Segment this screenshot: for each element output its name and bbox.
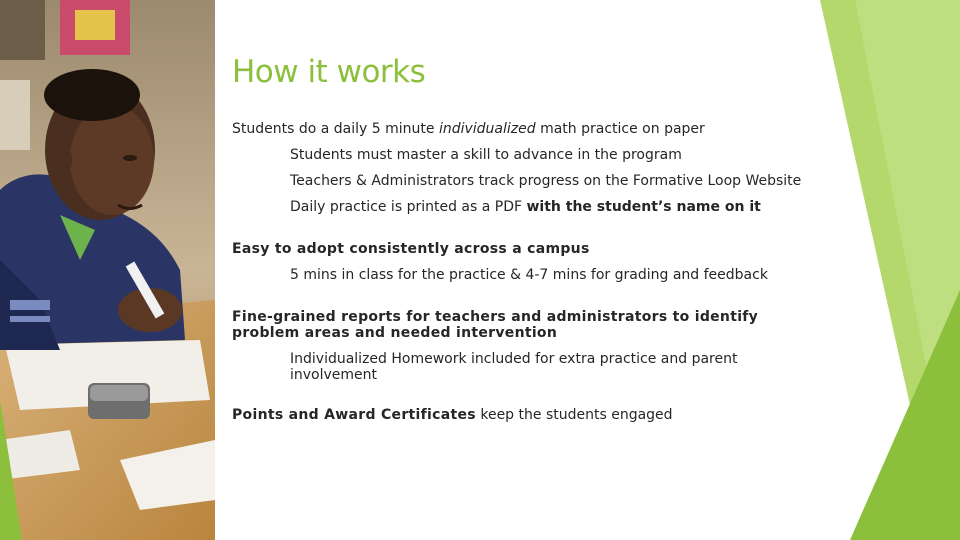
bullet-text: Daily practice is printed as a PDF <box>290 199 527 215</box>
student-photo <box>0 0 215 540</box>
points-awards-line <box>232 407 832 423</box>
bullet-bold-text: with the student’s name on it <box>526 199 761 215</box>
points-awards-text: keep the students engaged <box>475 407 673 423</box>
bullet-item <box>232 173 832 189</box>
points-awards-bold: Points and Award Certificates <box>232 407 476 423</box>
bullet-item <box>232 351 792 383</box>
slide-content <box>232 121 832 423</box>
bullet-text: Teachers & Administrators track progress on the Formative Loop Website <box>290 173 802 189</box>
bullet-text: 5 mins in class for the practice & 4-7 mins for grading and feedback <box>290 267 768 283</box>
intro-emphasis: individualized <box>438 121 536 137</box>
intro-text-before: Students do a daily 5 minute <box>232 121 439 137</box>
bullet-item <box>232 267 832 283</box>
bullet-item <box>232 147 832 163</box>
bullet-item <box>232 199 832 215</box>
section-heading-easy-adopt: Easy to adopt consistently across a campus <box>232 241 590 257</box>
intro-text-after: math practice on paper <box>535 121 705 137</box>
bullet-text: Individualized Homework included for extra practice and parent involvement <box>290 351 738 383</box>
intro-line <box>232 121 832 137</box>
section-heading-reports: Fine-grained reports for teachers and administrators to identify problem areas and needed intervention <box>232 309 759 341</box>
bullet-text: Students must master a skill to advance in the program <box>290 147 682 163</box>
slide-title: How it works <box>232 54 426 90</box>
